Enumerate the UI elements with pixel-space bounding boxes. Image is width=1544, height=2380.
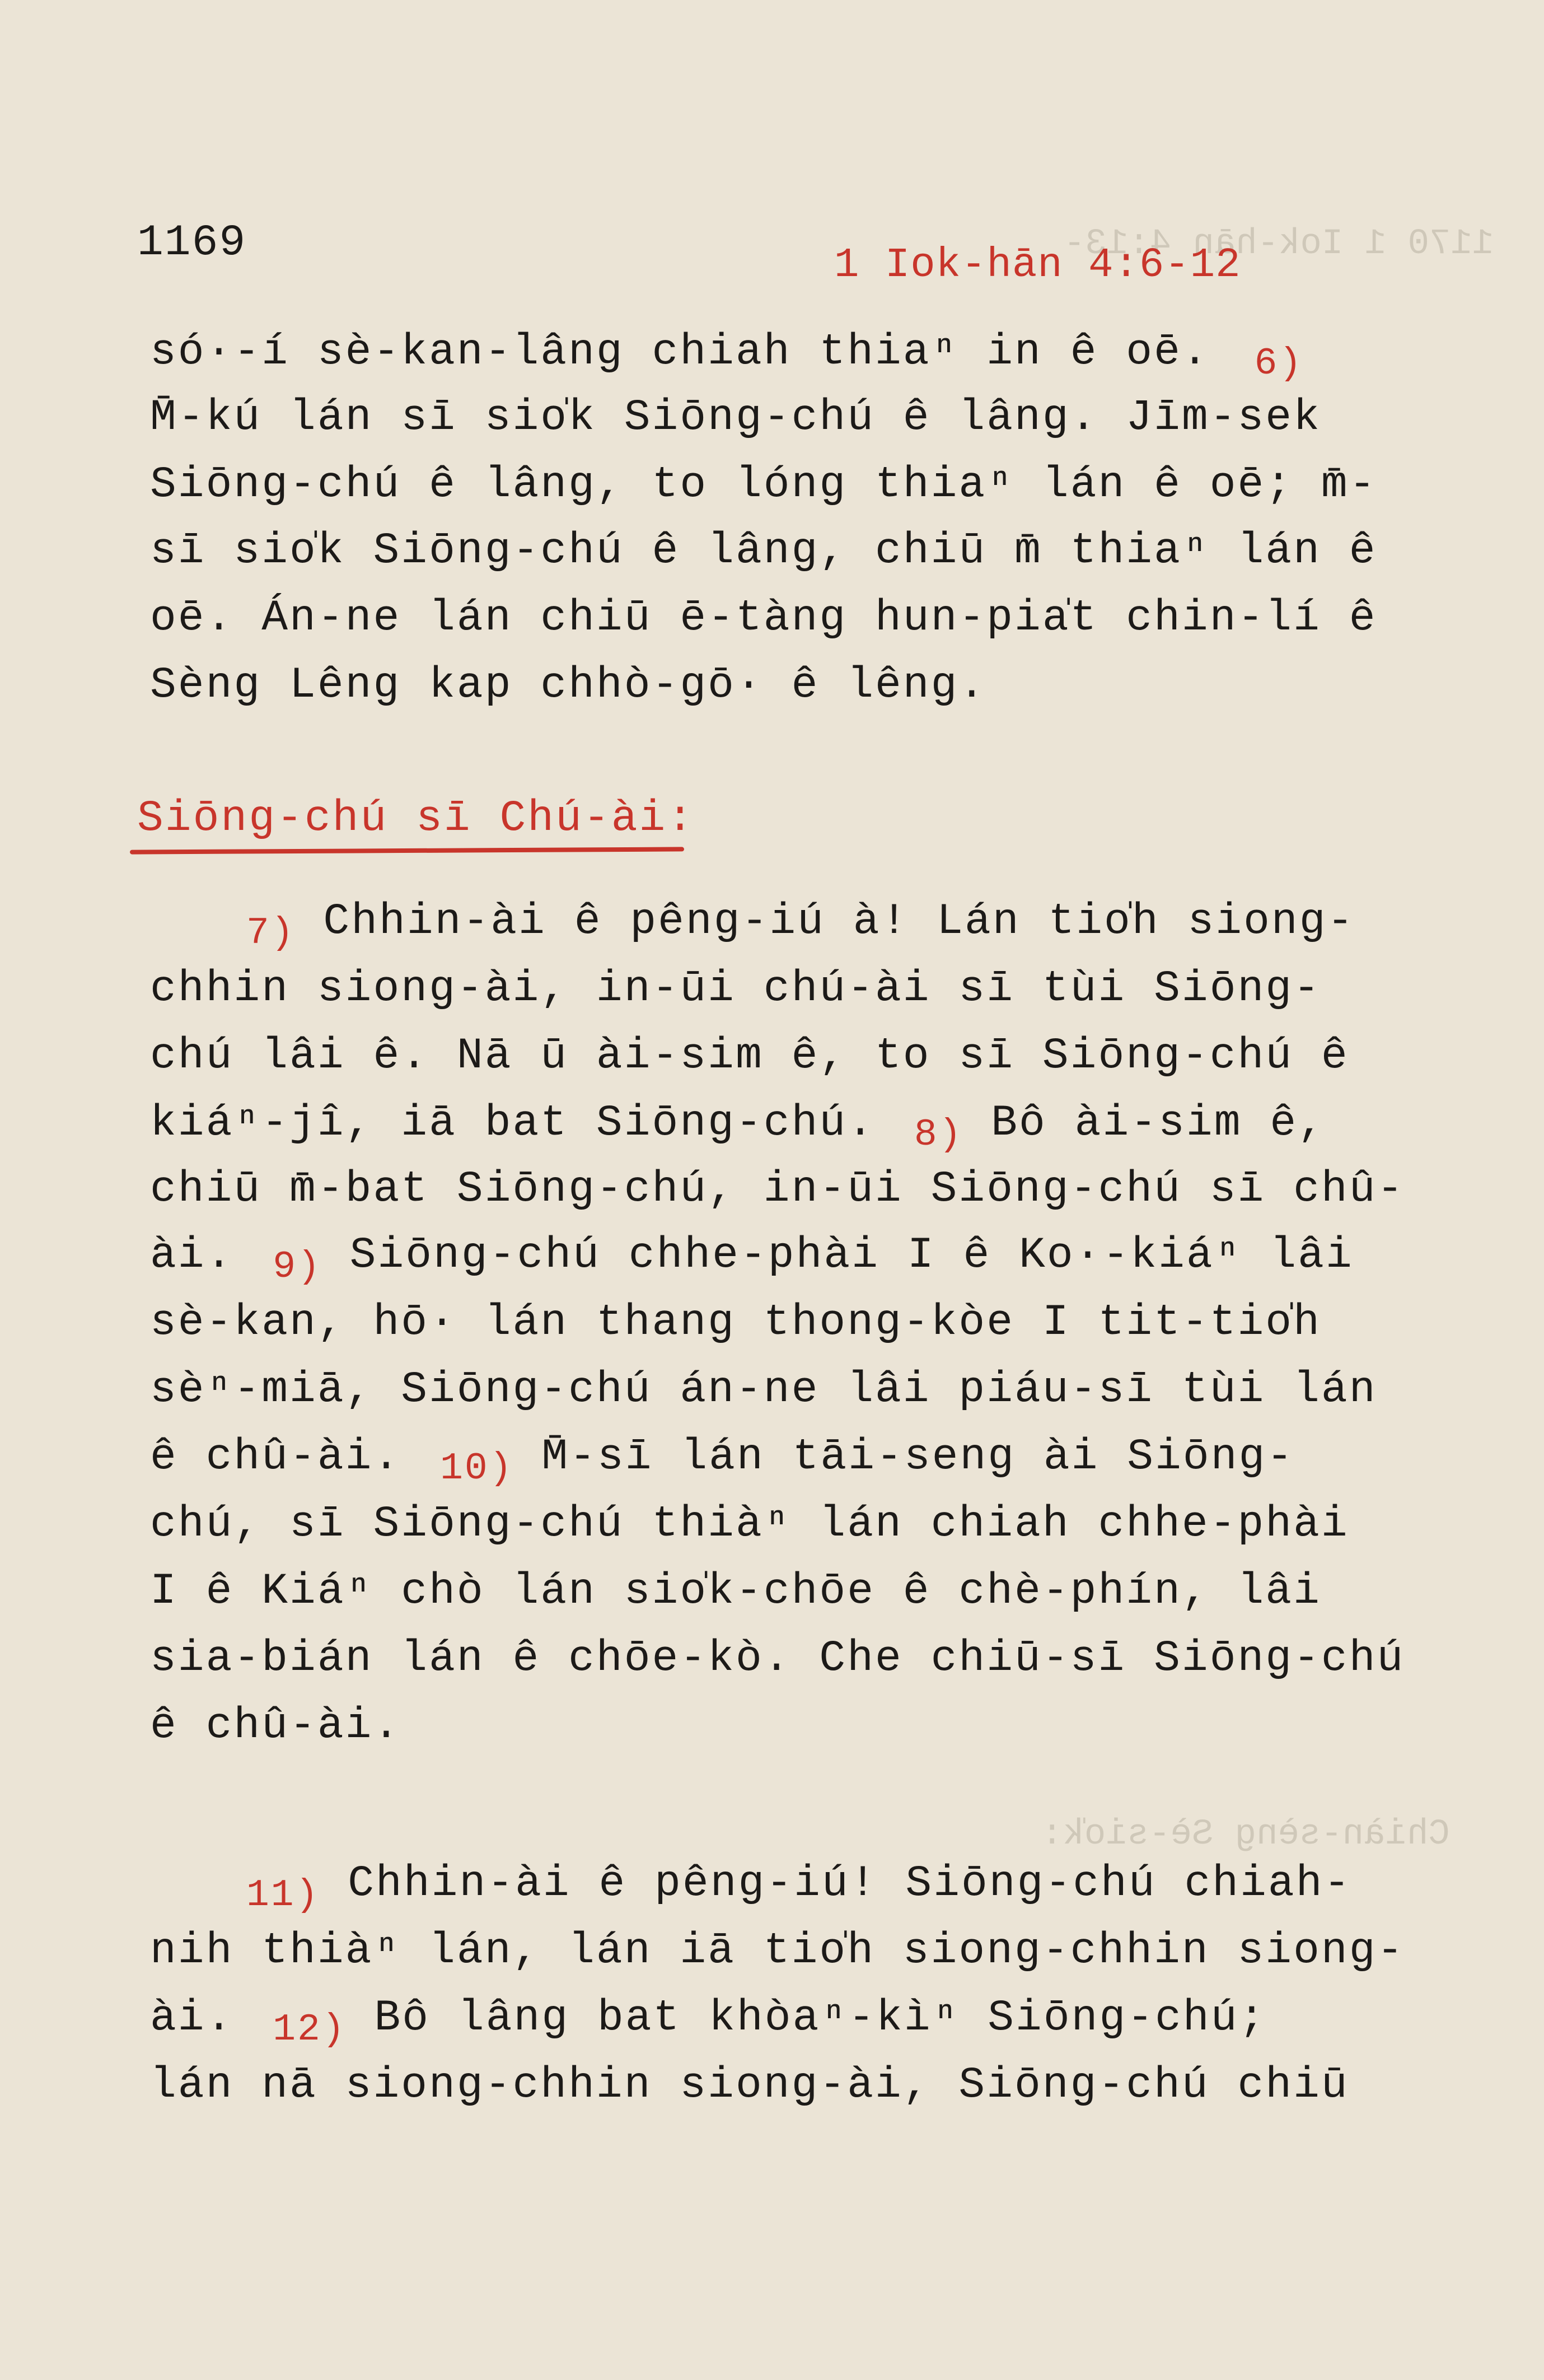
- text-line: chú, sī Siōng-chú thiàⁿ lán chiah chhe-phài: [150, 1500, 1349, 1549]
- verse-number: 8): [914, 1113, 963, 1156]
- text-line: oē. Án-ne lán chiū ē-tàng hun-pia̍t chin-lí ê: [150, 594, 1377, 643]
- page-number: 1169: [137, 218, 247, 268]
- bleed-through-head: 1170 1 Iok-hān 4:13-: [1064, 224, 1494, 264]
- text-line: 7) Chhin-ài ê pêng-iú à! Lán tio̍h siong-: [246, 897, 1355, 955]
- text-line: chhin siong-ài, in-ūi chú-ài sī tùi Siōng-: [150, 964, 1321, 1014]
- text-line: M̄-kú lán sī sio̍k Siōng-chú ê lâng. Jīm-sek: [150, 393, 1321, 442]
- running-head: 1 Iok-hān 4:6-12: [834, 242, 1241, 289]
- text-line: Sèng Lêng kap chhò-gō· ê lêng.: [150, 661, 987, 710]
- text-line: ê chû-ài. 10) M̄-sī lán tāi-seng ài Siōng-: [150, 1432, 1295, 1490]
- text-line: chú lâi ê. Nā ū ài-sim ê, to sī Siōng-chú ê: [150, 1032, 1349, 1081]
- text-line: sèⁿ-miā, Siōng-chú án-ne lâi piáu-sī tùi lán: [150, 1365, 1377, 1415]
- verse-number: 11): [246, 1874, 320, 1917]
- heading-underline: [130, 847, 684, 854]
- text-line: ê chû-ài.: [150, 1701, 401, 1751]
- text-line: sia-bián lán ê chōe-kò. Che chiū-sī Siōng-chú: [150, 1634, 1405, 1683]
- text-line: ài. 9) Siōng-chú chhe-phài I ê Ko·-kiáⁿ lâi: [150, 1231, 1354, 1289]
- text-line: ài. 12) Bô lâng bat khòaⁿ-kìⁿ Siōng-chú;: [150, 1994, 1267, 2051]
- text-line: 11) Chhin-ài ê pêng-iú! Siōng-chú chiah-: [246, 1859, 1352, 1917]
- text-line: lán nā siong-chhin siong-ài, Siōng-chú chiū: [150, 2061, 1349, 2110]
- bleed-through-heading: Chiàn-sèng Sè-sio̍k:: [1041, 1814, 1450, 1855]
- text-line: kiáⁿ-jî, iā bat Siōng-chú. 8) Bô ài-sim ê,: [150, 1099, 1326, 1156]
- text-line: sī sio̍k Siōng-chú ê lâng, chiū m̄ thiaⁿ lán ê: [150, 526, 1377, 576]
- text-line: I ê Kiáⁿ chò lán sio̍k-chōe ê chè-phín, lâi: [150, 1567, 1321, 1616]
- verse-number: 7): [246, 912, 296, 955]
- text-line: nih thiàⁿ lán, lán iā tio̍h siong-chhin siong-: [150, 1926, 1405, 1976]
- verse-number: 10): [440, 1447, 514, 1490]
- verse-number: 6): [1254, 342, 1304, 385]
- verse-number: 9): [273, 1245, 322, 1289]
- text-line: só·-í sè-kan-lâng chiah thiaⁿ in ê oē. 6): [150, 328, 1304, 385]
- verse-number: 12): [273, 2008, 347, 2051]
- text-line: chiū m̄-bat Siōng-chú, in-ūi Siōng-chú sī chû-: [150, 1165, 1405, 1214]
- text-line: Siōng-chú ê lâng, to lóng thiaⁿ lán ê oē; m̄-: [150, 460, 1377, 510]
- text-line: sè-kan, hō· lán thang thong-kòe I tit-tio̍h: [150, 1298, 1321, 1347]
- section-heading: Siōng-chú sī Chú-ài:: [137, 794, 695, 843]
